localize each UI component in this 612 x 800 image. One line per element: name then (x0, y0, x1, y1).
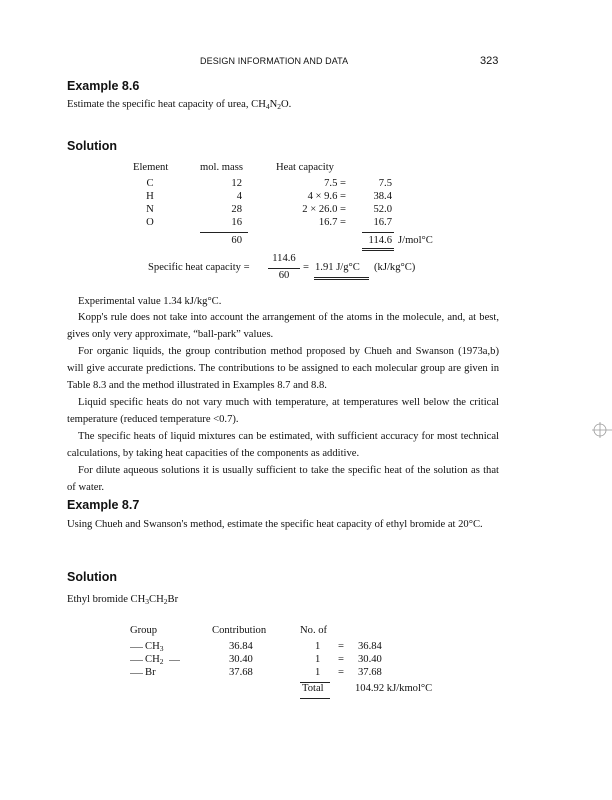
result-double-underline (314, 277, 369, 280)
table-row-calc: 2 × 26.0 = (302, 204, 346, 215)
example-8-6-heading: Example 8.6 (67, 79, 140, 93)
solution-8-6-heading: Solution (67, 139, 117, 153)
table-row-element: H (146, 191, 154, 202)
fraction-denominator: 60 (278, 270, 290, 281)
total-label: Total (302, 683, 324, 694)
bond-dash (130, 647, 143, 648)
table-row-value: 16.7 (373, 217, 392, 228)
table-row-equals: = (338, 654, 344, 665)
col-header-count: No. of (300, 625, 328, 636)
bond-dash (130, 673, 143, 674)
running-header-title: DESIGN INFORMATION AND DATA (200, 56, 349, 66)
fraction-numerator: 114.6 (272, 253, 296, 264)
table-row-mass: 16 (231, 217, 242, 228)
table-row-value: 52.0 (373, 204, 392, 215)
table-row-calc: 7.5 = (324, 178, 346, 189)
bond-dash (130, 660, 143, 661)
total-value: 104.92 kJ/kmol°C (355, 683, 433, 694)
table-row-contribution: 37.68 (229, 667, 253, 678)
bond-dash (169, 660, 180, 661)
paragraph-group-contribution: For organic liquids, the group contribution method proposed by Chueh and Swanson (1973a,b) will give accurate predictions. The contributions to be assigned to each molecular group are given in Table 8.3 and the method illustrated in Examples 8.7 and 8.8. (67, 346, 499, 391)
table-row-count: 1 (315, 641, 321, 652)
table-row-element: N (146, 204, 154, 215)
table-row-group: Br (145, 667, 156, 678)
table-row-equals: = (338, 667, 344, 678)
table-row-element: C (146, 178, 154, 189)
total-underline (300, 698, 330, 699)
table-row-count: 1 (315, 667, 321, 678)
table-row-calc: 4 × 9.6 = (307, 191, 346, 202)
table-row-mass: 12 (231, 178, 242, 189)
heat-sum-rule (362, 232, 394, 233)
ethyl-bromide-formula: Ethyl bromide $CH_3CH_2Br$ (67, 594, 179, 606)
table-row-count: 1 (315, 654, 321, 665)
paragraph-experimental-value: Experimental value 1.34 kJ/kg°C. (78, 296, 222, 307)
table-row-contribution: 30.40 (229, 654, 253, 665)
table-row-mass: 4 (236, 191, 242, 202)
mass-sum-rule (200, 232, 248, 233)
paragraph-temperature-variation: Liquid specific heats do not vary much with temperature, at temperatures well below the critical temperature (reduced temperature <0.7). (67, 397, 499, 425)
example-8-6-prompt: Estimate the specific heat capacity of urea, $CH_4N_2O$. (67, 99, 292, 111)
formula-result: 1.91 J/g°C (315, 262, 360, 273)
heat-total-double-rule (362, 248, 394, 251)
table-row-equals: = (338, 641, 344, 652)
crop-mark-icon (589, 420, 612, 440)
table-row-element: O (146, 217, 154, 228)
example-8-7-prompt: Using Chueh and Swanson's method, estimate the specific heat capacity of ethyl bromide at 20°C. (67, 519, 483, 530)
table-row-group: $CH_2$ (145, 654, 164, 666)
table-row-value: 38.4 (373, 191, 392, 202)
paragraph-dilute-solutions: For dilute aqueous solutions it is usually sufficient to take the specific heat of the solution as that of water. (67, 465, 499, 493)
table-row-result: 37.68 (358, 667, 382, 678)
solution-8-7-heading: Solution (67, 570, 117, 584)
col-header-group: Group (130, 625, 158, 636)
col-header-mol-mass: mol. mass (200, 162, 243, 173)
paragraph-kopps-rule: Kopp's rule does not take into account the arrangement of the atoms in the molecule, and, at best, gives only very approximate, “ball-park” values. (67, 312, 499, 340)
formula-label: Specific heat capacity = (148, 262, 250, 273)
formula-equals: = (303, 262, 309, 273)
table-row-value: 7.5 (378, 178, 392, 189)
example-8-7-heading: Example 8.7 (67, 498, 140, 512)
formula-result-alt-unit: (kJ/kg°C) (374, 262, 416, 273)
col-header-element: Element (133, 162, 169, 173)
table-row-result: 36.84 (358, 641, 382, 652)
col-header-heat-capacity: Heat capacity (276, 162, 334, 173)
table-row-mass: 28 (231, 204, 242, 215)
total-heat-capacity: 114.6 (368, 235, 392, 246)
table-row-contribution: 36.84 (229, 641, 253, 652)
fraction-bar (268, 268, 300, 269)
paragraph-liquid-mixtures: The specific heats of liquid mixtures can be estimated, with sufficient accuracy for most technical calculations, by taking heat capacities of the components as additive. (67, 431, 499, 459)
table-row-group: $CH_3$ (145, 641, 164, 653)
table-row-result: 30.40 (358, 654, 382, 665)
page-number: 323 (480, 55, 499, 67)
col-header-contribution: Contribution (212, 625, 267, 636)
total-heat-unit: J/mol°C (398, 235, 433, 246)
table-row-calc: 16.7 = (318, 217, 346, 228)
total-mol-mass: 60 (231, 235, 242, 246)
